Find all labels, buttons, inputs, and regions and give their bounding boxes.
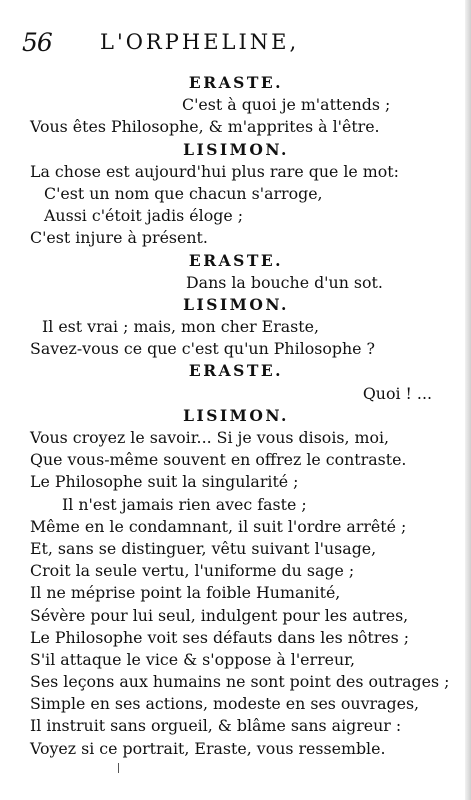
verse-line: C'est injure à présent. xyxy=(30,228,208,248)
verse-line: Même en le condamnant, il suit l'ordre arrêté ; xyxy=(30,516,407,536)
verse-line: Il n'est jamais rien avec faste ; xyxy=(62,494,307,514)
page-header xyxy=(0,28,471,64)
verse-line: Simple en ses actions, modeste en ses ouvrages, xyxy=(30,694,420,714)
speaker-name: ERASTE. xyxy=(188,250,284,270)
verse-line: Savez-vous ce que c'est qu'un Philosophe ? xyxy=(30,339,375,359)
verse-line: Croit la seule vertu, l'uniforme du sage ; xyxy=(30,561,355,581)
speaker-name: ERASTE. xyxy=(188,73,284,92)
verse-line: La chose est aujourd'hui plus rare que le mot: xyxy=(30,161,399,181)
verse-line: Et, sans se distinguer, vêtu suivant l'usage, xyxy=(30,538,377,558)
play-text xyxy=(30,72,450,760)
verse-line: Voyez si ce portrait, Eraste, vous ressemble. xyxy=(30,738,386,758)
running-title: L'ORPHELINE, xyxy=(100,30,300,54)
verse-line: Vous êtes Philosophe, & m'apprites à l'être. xyxy=(30,117,380,137)
verse-line: C'est un nom que chacun s'arroge, xyxy=(44,183,323,203)
verse-line: Il est vrai ; mais, mon cher Eraste, xyxy=(42,317,320,337)
verse-line: Que vous-même souvent en offrez le contraste. xyxy=(30,450,407,470)
speaker-name: LISIMON. xyxy=(183,294,289,314)
verse-line: S'il attaque le vice & s'oppose à l'erreur, xyxy=(30,649,355,669)
verse-line: Le Philosophe suit la singularité ; xyxy=(30,472,299,492)
print-mark xyxy=(118,763,119,773)
verse-line: Le Philosophe voit ses défauts dans les nôtres ; xyxy=(30,627,410,647)
verse-line: C'est à quoi je m'attends ; xyxy=(182,95,391,115)
verse-line: Il ne méprise point la foible Humanité, xyxy=(30,583,341,603)
verse-line: Il instruit sans orgueil, & blâme sans aigreur : xyxy=(30,716,402,736)
speaker-name: ERASTE. xyxy=(188,361,284,381)
speaker-name: LISIMON. xyxy=(183,405,289,425)
verse-line: Vous croyez le savoir... Si je vous disois, moi, xyxy=(30,428,390,447)
verse-line: Ses leçons aux humains ne sont point des outrages ; xyxy=(30,672,450,692)
verse-line: Sévère pour lui seul, indulgent pour les autres, xyxy=(30,605,409,625)
verse-line: Dans la bouche d'un sot. xyxy=(186,272,383,292)
verse-line: Quoi ! ... xyxy=(362,383,432,403)
page-number: 56 xyxy=(22,28,52,57)
verse-line: Aussi c'étoit jadis éloge ; xyxy=(44,206,244,226)
page-gutter-shadow xyxy=(465,0,471,800)
speaker-name: LISIMON. xyxy=(183,139,289,159)
